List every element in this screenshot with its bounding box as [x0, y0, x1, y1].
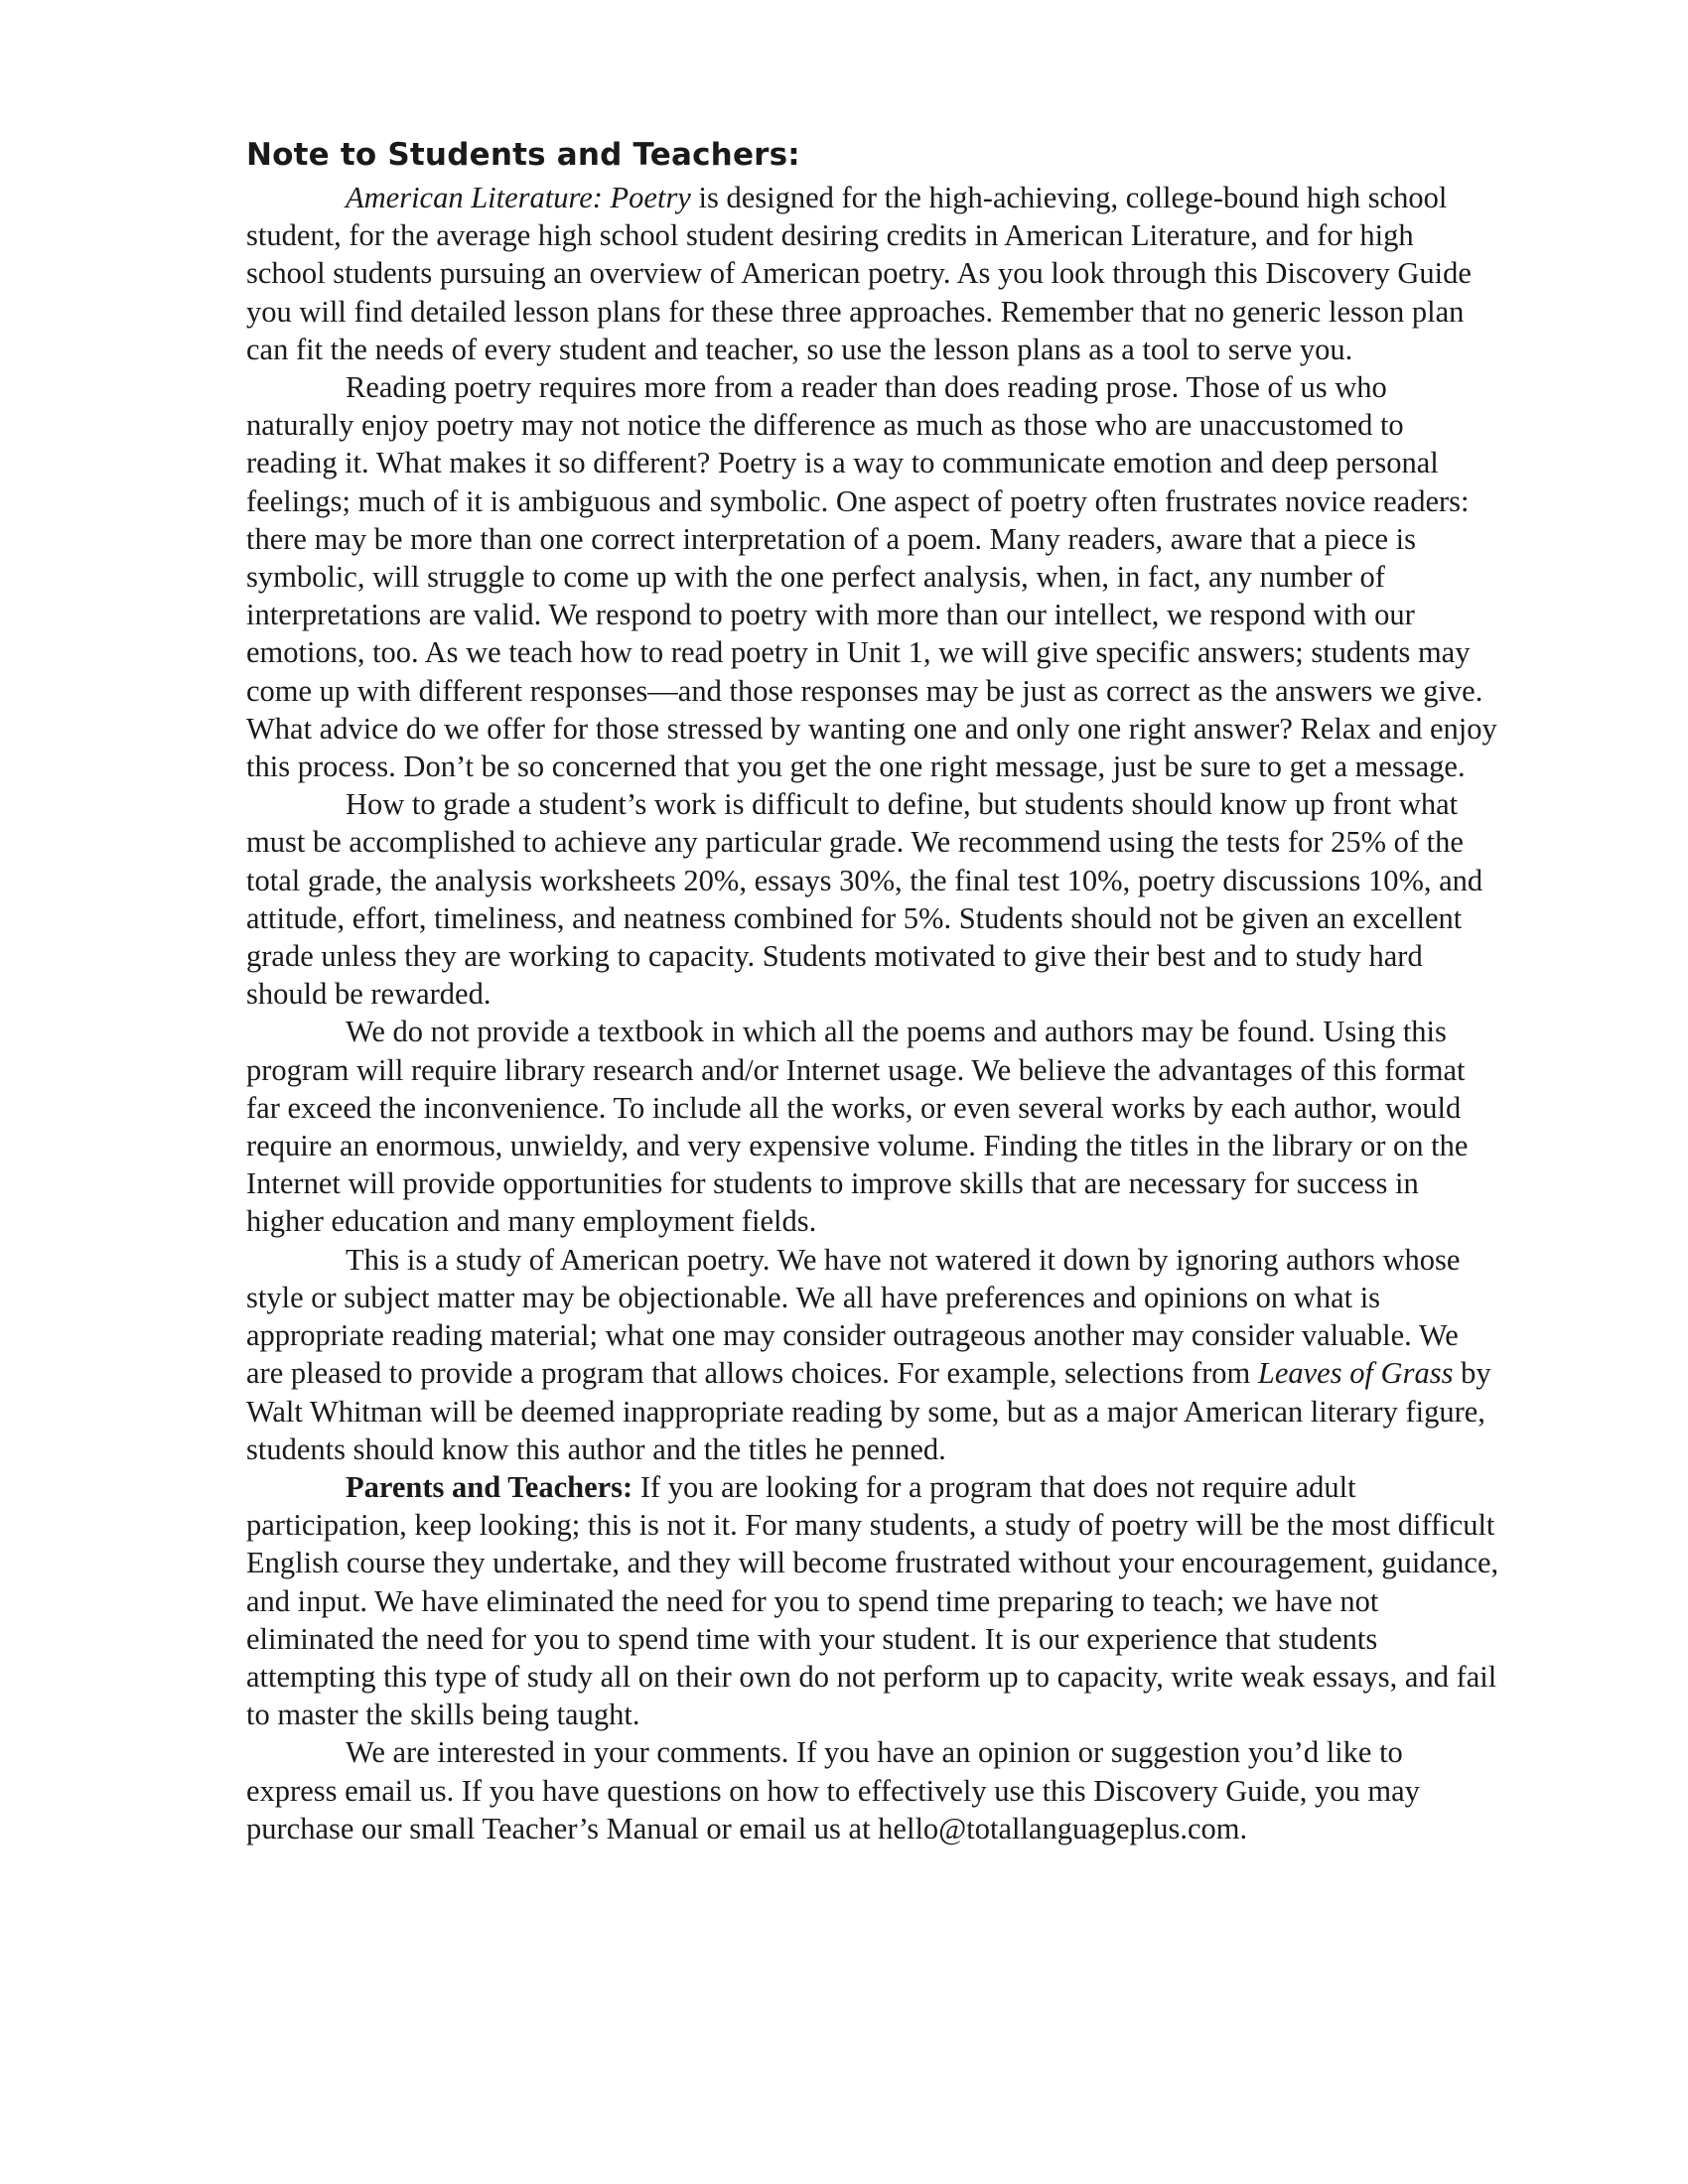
paragraph-text: by Walt Whitman will be deemed inappropriate reading by some, but as a major American literary figure, students should know this author and the titles he penned.: [246, 1356, 1491, 1466]
paragraph-study-scope: [246, 1241, 1499, 1468]
paragraph-text: If you are looking for a program that does not require adult participation, keep looking; this is not it. For many students, a study of poetry will be the most difficult English course they undertake, and they will become frustrated without your encouragement, guidance, and input. We have eliminated the need for you to spend time preparing to teach; we have not eliminated the need for you to spend time with your student. It is our experience that students attempting this type of study all on their own do not perform up to capacity, write weak essays, and fail to master the skills being taught.: [246, 1469, 1499, 1732]
paragraph-grading: [246, 785, 1499, 1013]
paragraph-text: is designed for the high-achieving, college-bound high school student, for the average high school student desiring credits in American Literature, and for high school students pursuing an overview of American poetry. As you look through this Discovery Guide you will find detailed lesson plans for these three approaches. Remember that no generic lesson plan can fit the needs of every student and teacher, so use the lesson plans as a tool to serve you.: [246, 181, 1472, 366]
paragraph-parents-teachers: [246, 1468, 1499, 1733]
document-page: [246, 135, 1499, 1847]
page-heading: Note to Students and Teachers:: [246, 137, 800, 173]
paragraph-text: We are interested in your comments. If you have an opinion or suggestion you’d like to express email us. If you have questions on how to effectively use this Discovery Guide, you may purchase our small Teacher’s Manual or email us at hello@totallanguageplus.com.: [246, 1735, 1420, 1845]
paragraph-textbook: [246, 1013, 1499, 1240]
paragraph-text: This is a study of American poetry. We have not watered it down by ignoring authors whose style or subject matter may be objectionable. We all have preferences and opinions on what is appropriate reading material; what one may consider outrageous another may consider valuable. We are pleased to provide a program that allows choices. For example, selections from: [246, 1242, 1461, 1391]
paragraph-text: Reading poetry requires more from a reader than does reading prose. Those of us who naturally enjoy poetry may not notice the difference as much as those who are unaccustomed to reading it. What makes it so different? Poetry is a way to communicate emotion and deep personal feelings; much of it is ambiguous and symbolic. One aspect of poetry often frustrates novice readers: there may be more than one correct interpretation of a poem. Many readers, aware that a piece is symbolic, will struggle to come up with the one perfect analysis, when, in fact, any number of interpretations are valid. We respond to poetry with more than our intellect, we respond with our emotions, too. As we teach how to read poetry in Unit 1, we will give specific answers; students may come up with different responses—and those responses may be just as correct as the answers we give. What advice do we offer for those stressed by wanting one and only one right answer? Relax and enjoy this process. Don’t be so concerned that you get the one right message, just be sure to get a message.: [246, 370, 1497, 784]
paragraph-text: We do not provide a textbook in which all the poems and authors may be found. Using this program will require library research and/or Internet usage. We believe the advantages of this format far exceed the inconvenience. To include all the works, or even several works by each author, would require an enormous, unwieldy, and very expensive volume. Finding the titles in the library or on the Internet will provide opportunities for students to improve skills that are necessary for success in higher education and many employment fields.: [246, 1015, 1469, 1239]
paragraph-intro: [246, 179, 1499, 368]
paragraph-text: How to grade a student’s work is difficult to define, but students should know up front what must be accomplished to achieve any particular grade. We recommend using the tests for 25% of the total grade, the analysis worksheets 20%, essays 30%, the final test 10%, poetry discussions 10%, and attitude, effort, timeliness, and neatness combined for 5%. Students should not be given an excellent grade unless they are working to capacity. Students motivated to give their best and to study hard should be rewarded.: [246, 787, 1483, 1012]
paragraph-reading-poetry: [246, 368, 1499, 785]
book-title: American Literature: Poetry: [346, 181, 691, 214]
book-title: Leaves of Grass: [1257, 1356, 1454, 1391]
paragraph-lead: Parents and Teachers:: [346, 1469, 633, 1504]
paragraph-comments: [246, 1733, 1499, 1847]
